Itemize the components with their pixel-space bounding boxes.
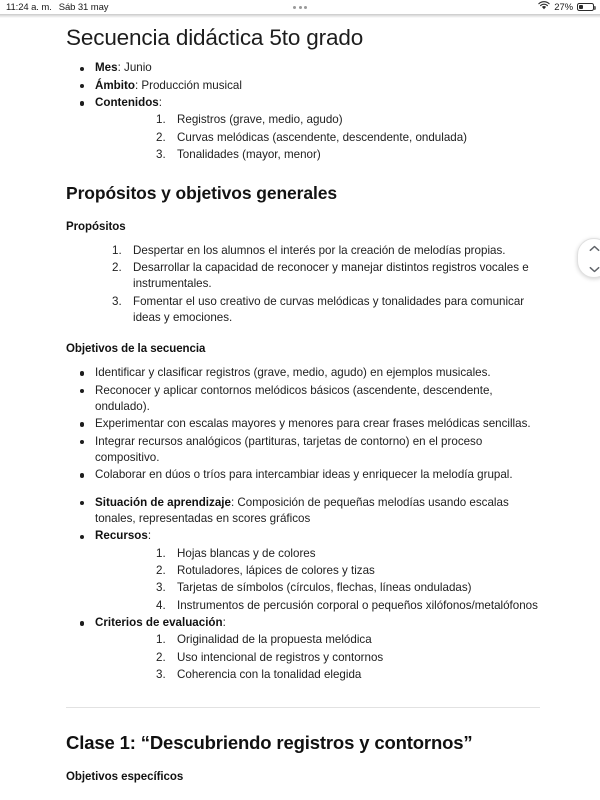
- list-item: Registros (grave, medio, agudo): [177, 113, 343, 127]
- objetivos-list: [66, 365, 540, 483]
- list-item: Reconocer y aplicar contornos melódicos básicos (ascendente, descendente, ondulado).: [66, 383, 540, 416]
- list-item: Instrumentos de percusión corporal o pequeños xilófonos/metalófonos: [177, 598, 538, 612]
- criterios-label: Criterios de evaluación: [95, 616, 223, 630]
- section-heading-clase1: Clase 1: “Descubriendo registros y contornos”: [66, 732, 473, 754]
- situacion-value: Composición de pequeñas melodías usando escalas tonales, representadas en scores gráficos: [95, 495, 509, 525]
- battery-icon: [577, 3, 594, 12]
- situacion-recursos-list: [66, 495, 540, 684]
- wifi-icon: [538, 1, 550, 13]
- list-item: [66, 495, 540, 528]
- document-canvas[interactable]: [0, 18, 600, 800]
- chevron-down-icon[interactable]: [589, 260, 600, 278]
- list-item: Hojas blancas y de colores: [177, 546, 316, 560]
- list-item: [66, 60, 540, 76]
- subheading-propositos: Propósitos: [66, 220, 126, 233]
- meta-value: Producción musical: [141, 78, 242, 92]
- list-item: Desarrollar la capacidad de reconocer y manejar distintos registros vocales e instrumentales.: [133, 260, 529, 291]
- meta-list: [66, 60, 540, 163]
- list-item: Fomentar el uso creativo de curvas melódicas y tonalidades para comunicar ideas y emociones.: [133, 294, 525, 324]
- more-dots-icon: [293, 6, 307, 9]
- criterios-list: [95, 632, 540, 683]
- meta-sep: :: [134, 78, 142, 92]
- list-item: Despertar en los alumnos el interés por la creación de melodías propias.: [133, 243, 506, 257]
- chevron-up-icon[interactable]: [589, 239, 600, 257]
- list-item: Integrar recursos analógicos (partituras, tarjetas de contorno) en el proceso compositivo.: [66, 434, 540, 467]
- battery-percent: 27%: [554, 1, 573, 13]
- situacion-label: Situación de aprendizaje: [95, 495, 231, 509]
- list-item: [66, 78, 540, 94]
- list-item: Experimentar con escalas mayores y menores para crear frases melódicas sencillas.: [66, 416, 540, 432]
- list-item: Identificar y clasificar registros (grave, medio, agudo) en ejemplos musicales.: [66, 365, 540, 381]
- meta-label: Ámbito: [95, 78, 135, 92]
- list-item: [66, 528, 540, 614]
- status-date: Sáb 31 may: [58, 1, 109, 13]
- status-bar-left: [6, 2, 108, 13]
- criterios-sep: :: [222, 616, 226, 630]
- list-item: Rotuladores, lápices de colores y tizas: [177, 564, 375, 577]
- list-item: Coherencia con la tonalidad elegida: [177, 668, 362, 682]
- list-item: Tonalidades (mayor, menor): [177, 148, 321, 162]
- meta-value: Junio: [124, 61, 152, 75]
- contenidos-list: [95, 112, 540, 163]
- section-divider: [66, 707, 540, 708]
- propositos-list: [66, 243, 540, 327]
- list-item: [66, 95, 540, 163]
- subheading-objetivos-especificos: Objetivos específicos: [66, 771, 184, 784]
- subheading-objetivos: Objetivos de la secuencia: [66, 343, 206, 356]
- list-item: Colaborar en dúos o tríos para intercambiar ideas y enriquecer la melodía grupal.: [66, 467, 540, 483]
- meta-sep: :: [117, 61, 125, 75]
- document-content: [0, 18, 600, 783]
- recursos-label: Recursos: [95, 529, 148, 543]
- recursos-list: [95, 546, 540, 614]
- meta-sep: :: [158, 96, 162, 110]
- list-item: [66, 615, 540, 683]
- list-item: Originalidad de la propuesta melódica: [177, 633, 372, 647]
- section-heading-propositos: Propósitos y objetivos generales: [66, 182, 338, 203]
- list-item: Uso intencional de registros y contornos: [177, 650, 384, 664]
- status-bar: [0, 0, 600, 14]
- list-item: Curvas melódicas (ascendente, descendente, ondulada): [177, 130, 468, 144]
- page-title: Secuencia didáctica 5to grado: [66, 25, 364, 50]
- situacion-sep: :: [230, 495, 238, 509]
- scroll-jump-button[interactable]: [577, 238, 600, 278]
- recursos-sep: :: [147, 529, 152, 543]
- list-item: Tarjetas de símbolos (círculos, flechas, líneas onduladas): [177, 581, 472, 595]
- status-bar-right: [538, 1, 594, 13]
- meta-label: Contenidos: [95, 96, 159, 110]
- meta-label: Mes: [95, 61, 118, 75]
- status-time: 11:24 a. m.: [6, 1, 52, 13]
